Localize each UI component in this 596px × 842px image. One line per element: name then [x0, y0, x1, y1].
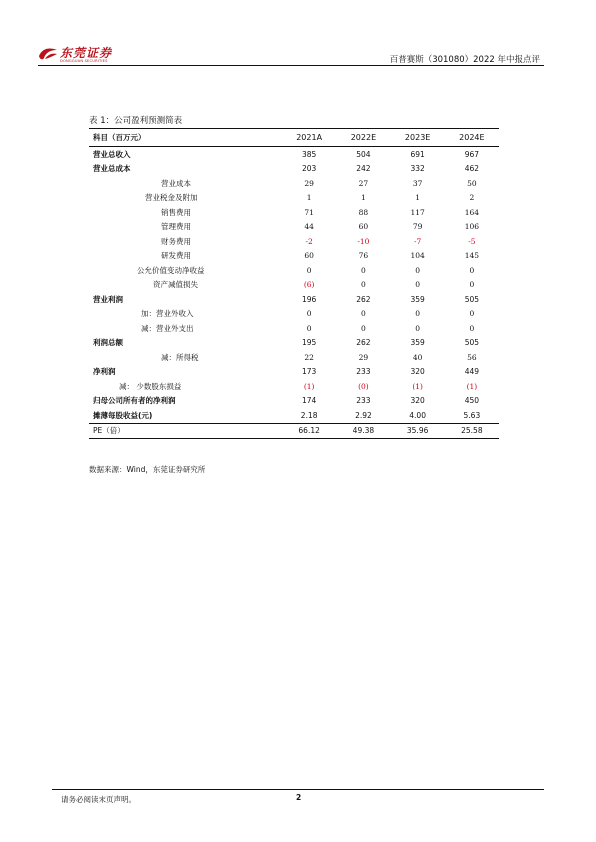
cell-value: 0: [361, 280, 366, 290]
row-label: 归母公司所有者的净利润: [93, 396, 176, 406]
row-label: 减：营业外支出: [141, 323, 194, 333]
row-label: 减： 少数股东损益: [119, 381, 182, 391]
cell-value: 0: [469, 265, 475, 275]
cell-value: 0: [469, 323, 475, 333]
cell-value: 2.18: [300, 410, 318, 420]
table-title: 表 1：公司盈利预测简表: [89, 116, 183, 126]
cell-value: 504: [356, 149, 371, 159]
logo-mark-icon: [38, 46, 58, 62]
cell-value: 0: [469, 280, 475, 290]
cell-value: 450: [464, 396, 480, 406]
cell-value: 5.63: [463, 410, 481, 420]
cell-value: (6): [303, 280, 315, 290]
cell-value: 242: [356, 164, 371, 174]
row-label: 摊薄每股收益(元): [93, 410, 153, 420]
cell-value: -7: [413, 236, 422, 246]
table-row: [89, 191, 499, 206]
row-label: 销售费用: [161, 207, 191, 217]
table-row: [89, 379, 499, 394]
cell-value: 462: [464, 164, 480, 174]
cell-value: 385: [301, 149, 317, 159]
cell-value: 173: [301, 367, 317, 377]
cell-value: 320: [410, 367, 425, 377]
cell-value: 1: [306, 193, 312, 203]
header-divider: [38, 65, 544, 66]
cell-value: 60: [304, 251, 314, 261]
cell-value: 332: [410, 164, 425, 174]
row-label: 营业成本: [161, 178, 191, 188]
cell-value: 50: [467, 178, 477, 188]
cell-value: 505: [464, 338, 480, 348]
row-label: 营业总收入: [93, 149, 131, 159]
cell-value: 2.92: [355, 410, 372, 420]
logo-subtext: DONGGUAN SECURITIES: [60, 59, 108, 63]
table-row: [89, 292, 499, 307]
footer-divider: [52, 789, 544, 790]
cell-value: 203: [301, 164, 317, 174]
report-title: 百普赛斯（301080）2022 年中报点评: [389, 55, 540, 65]
row-label: 营业税金及附加: [145, 193, 198, 203]
column-header: 2021A: [282, 129, 336, 147]
column-header: 科目（百万元）: [89, 129, 282, 147]
cell-value: 66.12: [282, 423, 336, 439]
cell-value: 505: [464, 294, 480, 304]
table-row: [89, 278, 499, 293]
cell-value: 967: [464, 149, 480, 159]
table-row: [89, 408, 499, 423]
cell-value: 320: [410, 396, 425, 406]
cell-value: 0: [415, 280, 421, 290]
table-row: [89, 307, 499, 322]
cell-value: (1): [303, 381, 315, 391]
column-header: 2022E: [336, 129, 390, 147]
logo-text: 东莞证券: [60, 46, 113, 60]
table-row: [89, 147, 499, 162]
column-header: 2023E: [391, 129, 445, 147]
cell-value: 1: [415, 193, 421, 203]
cell-value: 0: [306, 265, 312, 275]
data-source-note: 数据来源：Wind，东莞证券研究所: [89, 465, 206, 474]
table-row: [89, 336, 499, 351]
row-label: 研发费用: [161, 251, 191, 261]
row-label: PE（倍）: [89, 423, 282, 439]
table-row: [89, 394, 499, 409]
row-label: 财务费用: [161, 236, 191, 246]
cell-value: 27: [358, 178, 369, 188]
cell-value: 0: [415, 265, 421, 275]
table-row: [89, 321, 499, 336]
cell-value: -5: [468, 236, 476, 246]
row-label: 公允价值变动净收益: [137, 265, 205, 275]
cell-value: 691: [410, 149, 425, 159]
cell-value: -2: [305, 236, 313, 246]
table-row: [89, 249, 499, 264]
cell-value: 0: [361, 265, 366, 275]
cell-value: 174: [301, 396, 317, 406]
table-row: [89, 205, 499, 220]
table-row: [89, 423, 499, 439]
cell-value: 37: [412, 178, 423, 188]
cell-value: 4.00: [409, 410, 426, 420]
profit-forecast-table: [89, 128, 499, 439]
cell-value: 0: [361, 323, 366, 333]
cell-value: 0: [415, 323, 421, 333]
cell-value: 0: [415, 309, 421, 319]
cell-value: 233: [356, 396, 371, 406]
cell-value: 35.96: [391, 423, 445, 439]
row-label: 资产减值损失: [153, 280, 198, 290]
cell-value: 44: [304, 222, 314, 232]
cell-value: 60: [358, 222, 369, 232]
cell-value: (1): [412, 381, 423, 391]
row-label: 营业利润: [93, 294, 123, 304]
cell-value: 79: [412, 222, 423, 232]
cell-value: 195: [301, 338, 317, 348]
cell-value: 29: [358, 352, 369, 362]
cell-value: 2: [469, 193, 475, 203]
cell-value: 164: [464, 207, 480, 217]
page-number: 2: [296, 793, 302, 802]
cell-value: 0: [306, 323, 312, 333]
cell-value: 0: [361, 309, 366, 319]
table-row: [89, 220, 499, 235]
table-header-row: [89, 129, 499, 147]
cell-value: 359: [410, 294, 425, 304]
table-row: [89, 263, 499, 278]
cell-value: 40: [412, 352, 423, 362]
cell-value: 29: [304, 178, 314, 188]
cell-value: 359: [410, 338, 425, 348]
cell-value: 0: [469, 309, 475, 319]
cell-value: 196: [301, 294, 317, 304]
cell-value: 56: [467, 352, 477, 362]
cell-value: 76: [358, 251, 369, 261]
table-row: [89, 365, 499, 380]
cell-value: 22: [304, 352, 314, 362]
cell-value: 449: [464, 367, 480, 377]
cell-value: 104: [410, 251, 425, 261]
cell-value: 25.58: [445, 423, 499, 439]
cell-value: 262: [356, 338, 371, 348]
table-row: [89, 234, 499, 249]
cell-value: 0: [306, 309, 312, 319]
row-label: 净利润: [93, 367, 116, 377]
disclaimer-note: 请务必阅读末页声明。: [61, 795, 136, 804]
row-label: 减：所得税: [161, 352, 199, 362]
cell-value: 106: [464, 222, 480, 232]
row-label: 营业总成本: [93, 164, 131, 174]
row-label: 利润总额: [93, 338, 123, 348]
cell-value: 262: [356, 294, 371, 304]
column-header: 2024E: [445, 129, 499, 147]
cell-value: (1): [466, 381, 478, 391]
cell-value: 233: [356, 367, 371, 377]
company-logo: [38, 44, 138, 66]
row-label: 加：营业外收入: [141, 309, 194, 319]
table-row: [89, 350, 499, 365]
cell-value: -10: [357, 236, 370, 246]
table-row: [89, 176, 499, 191]
cell-value: (0): [358, 381, 369, 391]
cell-value: 88: [358, 207, 369, 217]
cell-value: 145: [464, 251, 480, 261]
cell-value: 49.38: [336, 423, 390, 439]
table-row: [89, 162, 499, 177]
cell-value: 71: [304, 207, 314, 217]
cell-value: 117: [410, 207, 425, 217]
row-label: 管理费用: [161, 222, 191, 232]
cell-value: 1: [361, 193, 366, 203]
